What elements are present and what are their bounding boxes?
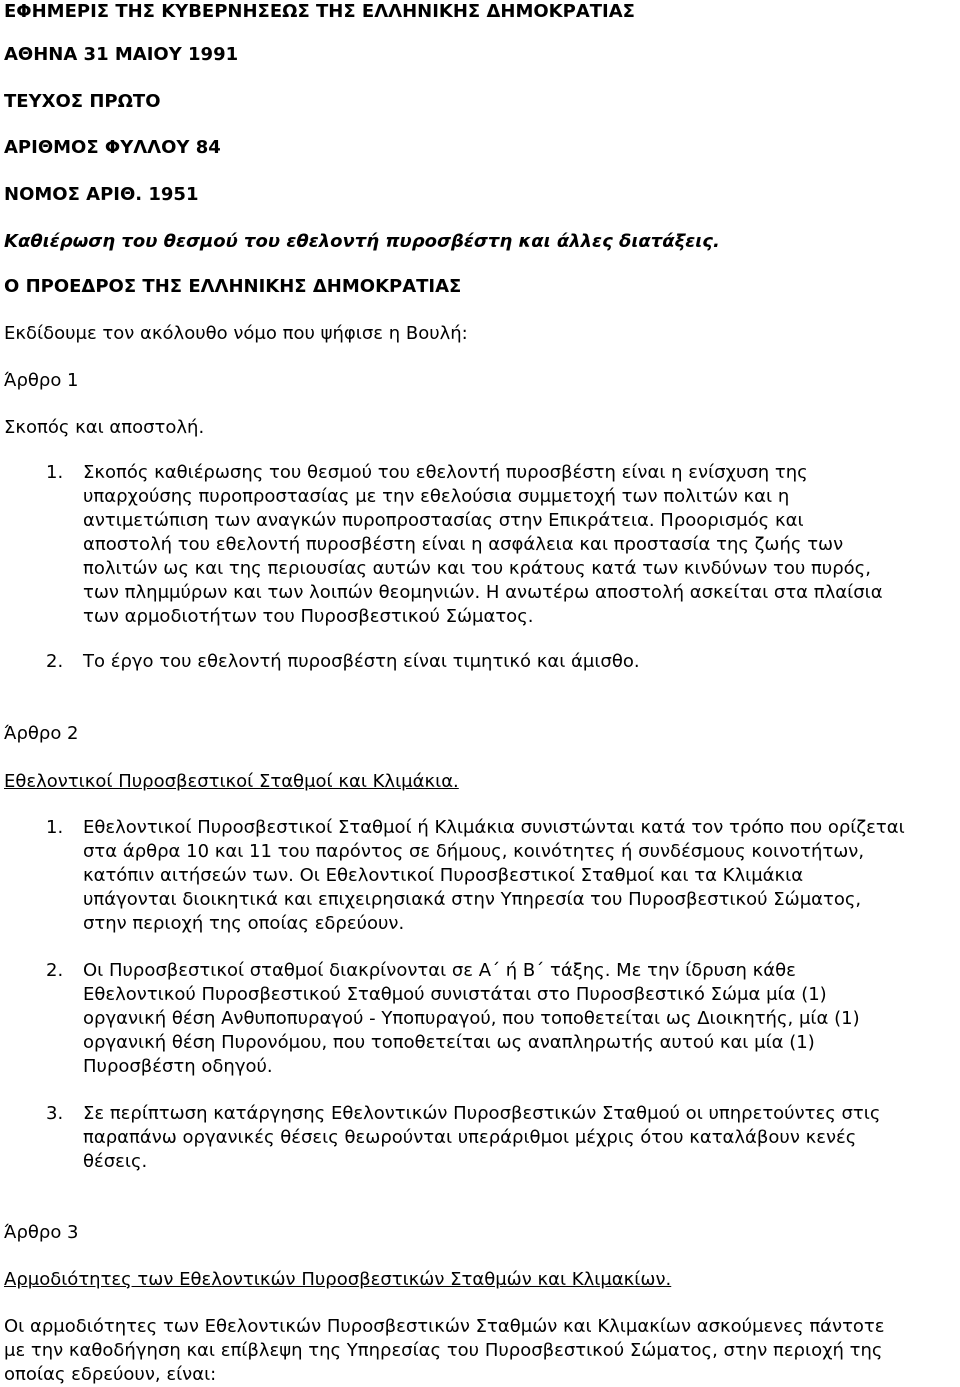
item-number: 1. [46,462,64,483]
law-subject: Καθιέρωση του θεσμού του εθελοντή πυροσβέστη και άλλες διατάξεις. [4,231,720,252]
law-number: ΝΟΜΟΣ ΑΡΙΘ. 1951 [4,184,199,205]
article-3-body [4,1315,885,1387]
item-line: υπαρχούσης πυροπροστασίας με την εθελούσια συμμετοχή των πολιτών και η [83,486,790,507]
paragraph-line: οποίας εδρεύουν, είναι: [4,1364,217,1385]
gazette-sheet-number: ΑΡΙΘΜΟΣ ΦΥΛΛΟΥ 84 [4,137,221,158]
article-2-heading: Άρθρο 2 [4,723,79,744]
paragraph-line: Οι αρμοδιότητες των Εθελοντικών Πυροσβεστικών Σταθμών και Κλιμακίων ασκούμενες πάντοτε [4,1316,885,1337]
article-3-heading: Άρθρο 3 [4,1222,79,1243]
item-line: οργανική θέση Ανθυποπυραγού - Υποπυραγού, που τοποθετείται ως Διοικητής, μία (1) [83,1008,860,1029]
item-line: αντιμετώπιση των αναγκών πυροπροστασίας στην Επικράτεια. Προορισμός και [83,510,804,531]
article-3-title: Αρμοδιότητες των Εθελοντικών Πυροσβεστικών Σταθμών και Κλιμακίων. [4,1269,672,1290]
gazette-title: ΕΦΗΜΕΡΙΣ ΤΗΣ ΚΥΒΕΡΝΗΣΕΩΣ ΤΗΣ ΕΛΛΗΝΙΚΗΣ ΔΗΜΟΚΡΑΤΙΑΣ [4,1,635,22]
article-2-item-2 [46,959,960,1079]
item-line: Σκοπός καθιέρωσης του θεσμού του εθελοντή πυροσβέστη είναι η ενίσχυση της [83,462,808,483]
item-line: Πυροσβέστη οδηγού. [83,1056,273,1077]
article-2-title: Εθελοντικοί Πυροσβεστικοί Σταθμοί και Κλιμάκια. [4,771,459,792]
promulgation-text: Εκδίδουμε τον ακόλουθο νόμο που ψήφισε η Βουλή: [4,323,468,344]
item-line: Το έργο του εθελοντή πυροσβέστη είναι τιμητικό και άμισθο. [83,651,640,672]
article-1-title: Σκοπός και αποστολή. [4,417,205,438]
item-line: των πλημμύρων και των λοιπών θεομηνιών. Η ανωτέρω αποστολή ασκείται στα πλαίσια [83,582,883,603]
item-line: των αρμοδιοτήτων του Πυροσβεστικού Σώματος. [83,606,534,627]
item-line: στην περιοχή της οποίας εδρεύουν. [83,913,405,934]
paragraph-line: με την καθοδήγηση και επίβλεψη της Υπηρεσίας του Πυροσβεστικού Σώματος, στην περιοχή της [4,1340,883,1361]
item-number: 2. [46,960,64,981]
article-1-heading: Άρθρο 1 [4,370,79,391]
item-line: οργανική θέση Πυρονόμου, που τοποθετείται ως αναπληρωτής αυτού και μία (1) [83,1032,815,1053]
item-line: Εθελοντικοί Πυροσβεστικοί Σταθμοί ή Κλιμάκια συνιστώνται κατά τον τρόπο που ορίζεται [83,817,905,838]
item-line: αποστολή του εθελοντή πυροσβέστη είναι η ασφάλεια και προστασία της ζωής των [83,534,844,555]
item-line: Εθελοντικού Πυροσβεστικού Σταθμού συνιστάται στο Πυροσβεστικό Σώμα μία (1) [83,984,827,1005]
item-number: 2. [46,651,64,672]
item-line: στα άρθρα 10 και 11 του παρόντος σε δήμους, κοινότητες ή συνδέσμους κοινοτήτων, [83,841,865,862]
item-line: παραπάνω οργανικές θέσεις θεωρούνται υπεράριθμοι μέχρις ότου καταλάβουν κενές [83,1127,857,1148]
item-line: πολιτών ως και της περιουσίας αυτών και του κράτους κατά των κινδύνων του πυρός, [83,558,871,579]
item-line: Οι Πυροσβεστικοί σταθμοί διακρίνονται σε Α΄ ή Β΄ τάξης. Με την ίδρυση κάθε [83,960,796,981]
president-heading: Ο ΠΡΟΕΔΡΟΣ ΤΗΣ ΕΛΛΗΝΙΚΗΣ ΔΗΜΟΚΡΑΤΙΑΣ [4,276,462,297]
article-1-item-2 [46,650,960,674]
item-number: 1. [46,817,64,838]
item-line: Σε περίπτωση κατάργησης Εθελοντικών Πυροσβεστικών Σταθμού οι υπηρετούντες στις [83,1103,881,1124]
item-number: 3. [46,1103,64,1124]
gazette-issue: ΤΕΥΧΟΣ ΠΡΩΤΟ [4,91,161,112]
item-line: υπάγονται διοικητικά και επιχειρησιακά στην Υπηρεσία του Πυροσβεστικού Σώματος, [83,889,862,910]
item-line: θέσεις. [83,1151,148,1172]
article-2-item-1 [46,816,960,936]
gazette-date: ΑΘΗΝΑ 31 ΜΑΙΟΥ 1991 [4,44,239,65]
article-2-item-3 [46,1102,960,1174]
item-line: κατόπιν αιτήσεών των. Οι Εθελοντικοί Πυροσβεστικοί Σταθμοί και τα Κλιμάκια [83,865,804,886]
article-1-item-1 [46,461,960,629]
